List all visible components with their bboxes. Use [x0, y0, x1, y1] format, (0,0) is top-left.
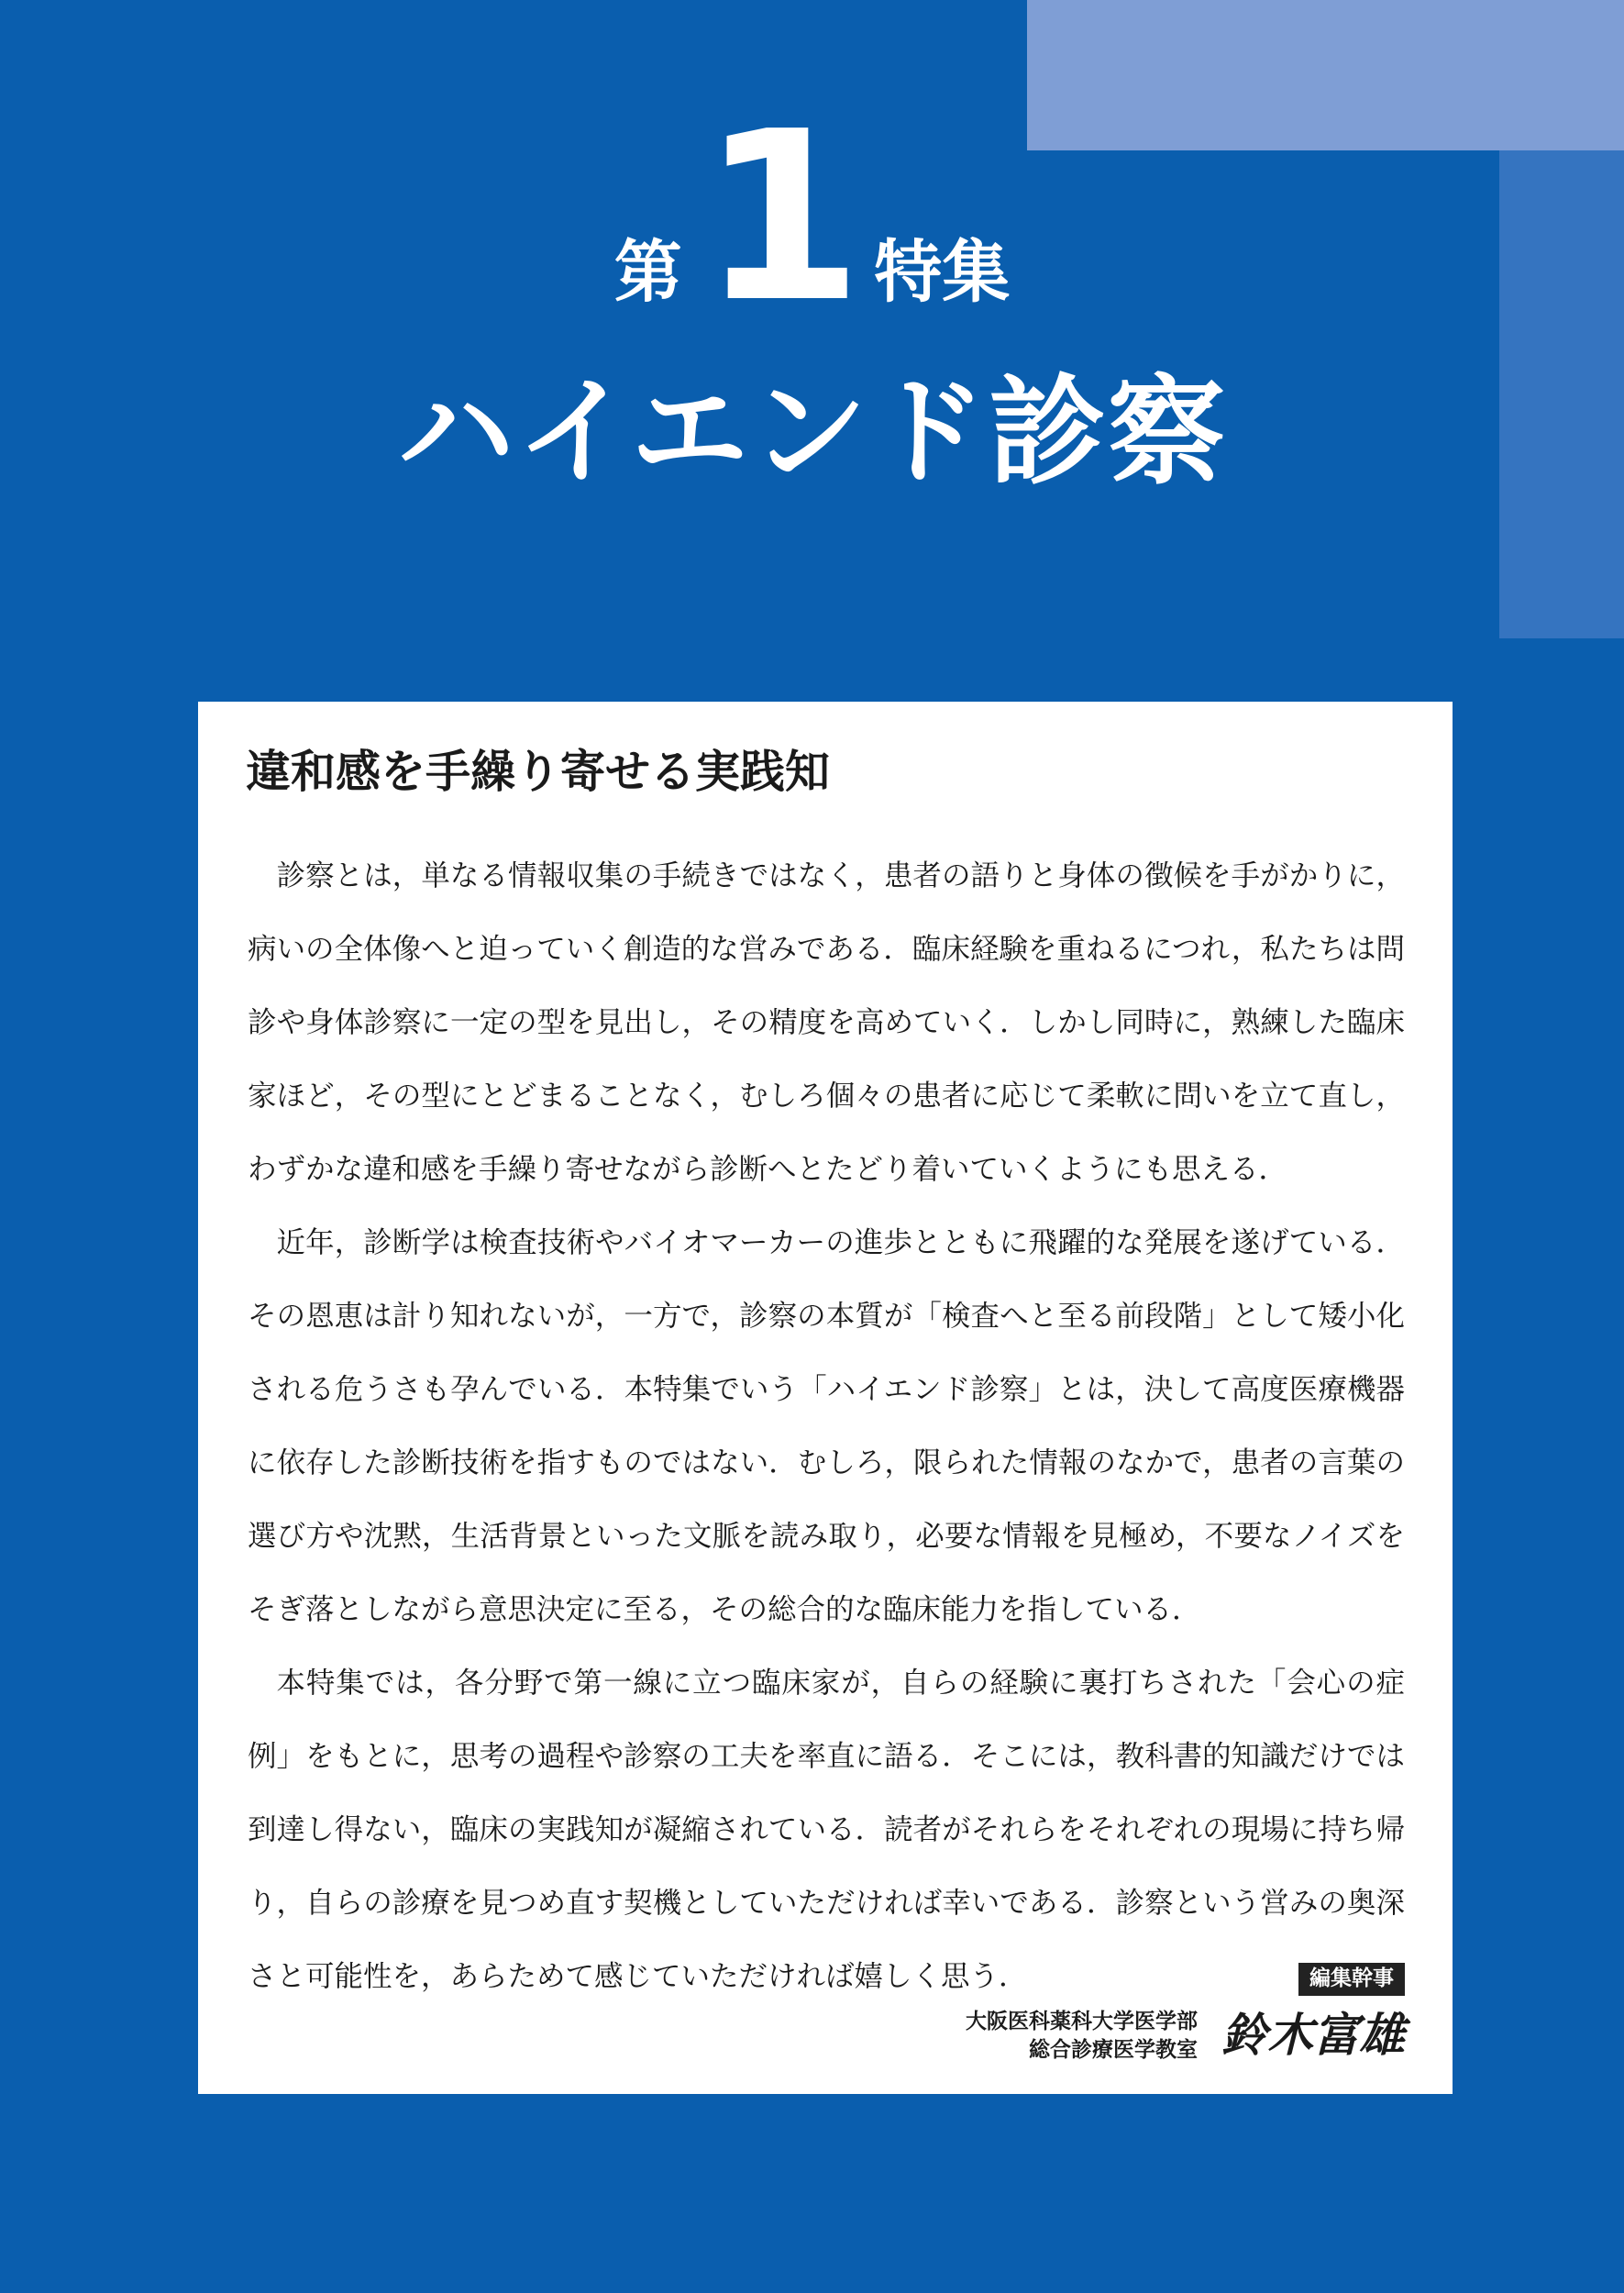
feature-prefix: 第	[613, 233, 682, 312]
affiliation-line: 大阪医科薬科大学医学部	[966, 2008, 1198, 2033]
article-subtitle: 違和感を手繰り寄せる実践知	[246, 746, 831, 798]
feature-number-heading	[0, 82, 1624, 354]
article-paragraph: 診察とは，単なる情報収集の手続きではなく，患者の語りと身体の徴候を手がかりに，病いの全体像へと迫っていく創造的な営みである．臨床経験を重ねるにつれ，私たちは問診や身体診察に一定の型を見出し，その精度を高めていく．しかし同時に，熟練した臨床家ほど，その型にとどまることなく，むしろ個々の患者に応じて柔軟に問いを立て直し，わずかな違和感を手繰り寄せながら診断へとたどり着いていくようにも思える．	[248, 859, 1405, 1186]
feature-number: 1	[700, 82, 860, 354]
affiliation	[966, 2007, 1198, 2064]
article-paragraph: 本特集では，各分野で第一線に立つ臨床家が，自らの経験に裏打ちされた「会心の症例」をもとに，思考の過程や診察の工夫を率直に語る．そこには，教科書的知識だけでは到達し得ない，臨床の実践知が凝縮されている．読者がそれらをそれぞれの現場に持ち帰り，自らの診療を見つめ直す契機としていただければ幸いである．診察という営みの奥深さと可能性を，あらためて感じていただければ嬉しく思う．	[248, 1667, 1405, 1993]
article-body	[248, 839, 1405, 2013]
article-paragraph: 近年，診断学は検査技術やバイオマーカーの進歩とともに飛躍的な発展を遂げている．その恩恵は計り知れないが，一方で，診察の本質が「検査へと至る前段階」として矮小化される危うさも孕んでいる．本特集でいう「ハイエンド診察」とは，決して高度医療機器に依存した診断技術を指すものではない．むしろ，限られた情報のなかで，患者の言葉の選び方や沈黙，生活背景といった文脈を読み取り，必要な情報を見極め，不要なノイズをそぎ落としながら意思決定に至る，その総合的な臨床能力を指している．	[248, 1226, 1405, 1626]
page-title: ハイエンド診察	[397, 364, 1227, 501]
feature-suffix: 特集	[874, 233, 1011, 312]
author-name: 鈴木富雄	[1221, 2008, 1405, 2062]
article-card	[198, 702, 1453, 2094]
affiliation-line: 総合診療医学教室	[1029, 2036, 1198, 2062]
signature-row	[966, 2007, 1405, 2064]
signature-block	[966, 1963, 1405, 2064]
role-badge: 編集幹事	[1298, 1963, 1405, 1996]
